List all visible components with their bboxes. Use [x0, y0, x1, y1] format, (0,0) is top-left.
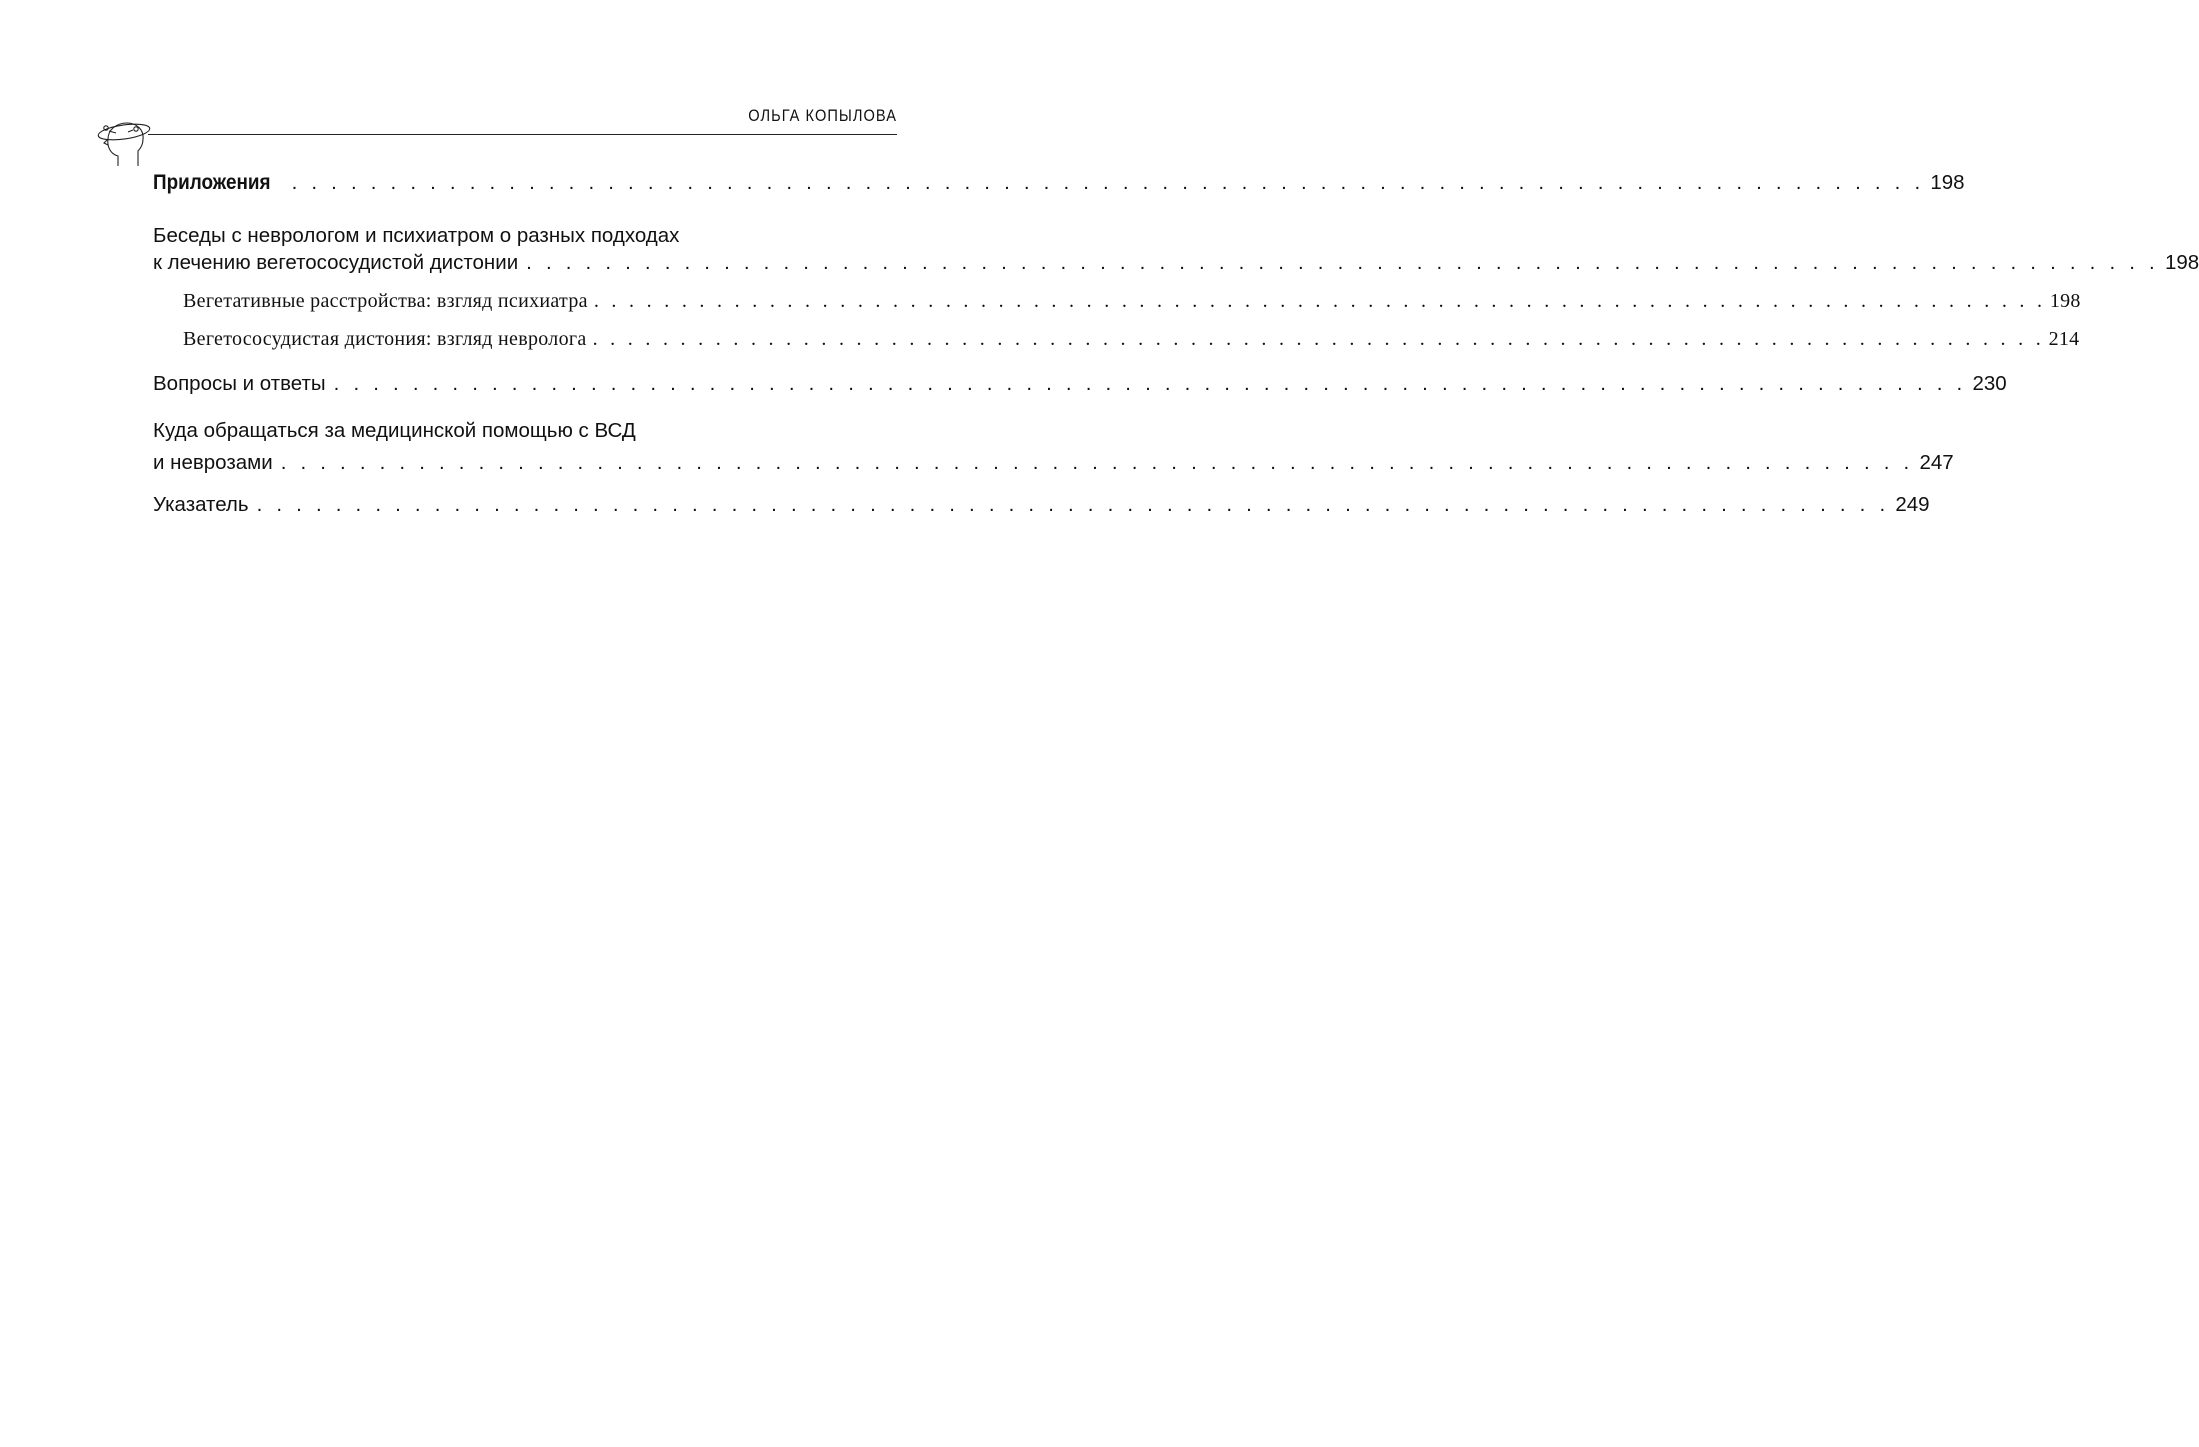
toc-entry-appendices[interactable] — [153, 171, 1965, 195]
toc-entry-index[interactable] — [153, 493, 1930, 517]
toc-entry-title: Вегетососудистая дистония: взгляд невролога — [183, 328, 587, 350]
toc-entry-title-line2: и неврозами — [153, 451, 273, 474]
header-rule — [148, 134, 897, 135]
toc-entry-title: Вегетативные расстройства: взгляд психиатра — [183, 290, 588, 312]
dot-leader: . . . . . . . . . . . . . . . . . . . . . . . . . . . . . . . . . . . . . . . . . . . . . . . . . . . . . . . . . . . . . . . . . . . . . . . . . . . . . . . . . . . — [333, 372, 1967, 395]
toc-entry-conversations[interactable] — [153, 223, 2199, 276]
toc-entry-questions[interactable] — [153, 372, 2007, 396]
toc-page-number: 198 — [1930, 171, 1965, 194]
dot-leader: . . . . . . . . . . . . . . . . . . . . . . . . . . . . . . . . . . . . . . . . . . . . . . . . . . . . . . . . . . . . . . . . . . . . . . . . . . . . . . . . . . . — [526, 251, 2159, 274]
toc-page-number: 230 — [1972, 372, 2007, 395]
head-with-orbit-icon — [96, 112, 156, 168]
toc-page-number: 214 — [2048, 328, 2080, 350]
toc-entry-where-to-go[interactable] — [153, 418, 1954, 476]
toc-entry-title: Приложения — [153, 171, 271, 194]
toc-entry-title-line1: Беседы с неврологом и психиатром о разных подходах — [153, 224, 680, 247]
toc-subentry-neurologist[interactable] — [183, 328, 2080, 351]
toc-entry-title: Указатель — [153, 493, 249, 516]
toc-entry-title: Вопросы и ответы — [153, 372, 326, 395]
dot-leader: . . . . . . . . . . . . . . . . . . . . . . . . . . . . . . . . . . . . . . . . . . . . . . . . . . . . . . . . . . . . . . . . . . . . . . . . . . . . . . . . . . . — [291, 171, 1925, 194]
dot-leader: . . . . . . . . . . . . . . . . . . . . . . . . . . . . . . . . . . . . . . . . . . . . . . . . . . . . . . . . . . . . . . . . . . . . . . . . . . . . . . . . . . . — [593, 290, 2046, 312]
dot-leader: . . . . . . . . . . . . . . . . . . . . . . . . . . . . . . . . . . . . . . . . . . . . . . . . . . . . . . . . . . . . . . . . . . . . . . . . . . . . . . . . . . . — [280, 451, 1914, 474]
toc-page-number: 198 — [2164, 251, 2199, 274]
toc-subentry-psychiatrist[interactable] — [183, 290, 2081, 313]
toc-page-number: 249 — [1895, 493, 1930, 516]
toc-page-number: 247 — [1919, 451, 1954, 474]
running-head-author: ОЛЬГА КОПЫЛОВА — [748, 106, 897, 125]
toc-page-number: 198 — [2049, 290, 2081, 312]
toc-entry-title-line1: Куда обращаться за медицинской помощью с ВСД — [153, 419, 636, 442]
toc-entry-title-line2: к лечению вегетососудистой дистонии — [153, 251, 519, 274]
dot-leader: . . . . . . . . . . . . . . . . . . . . . . . . . . . . . . . . . . . . . . . . . . . . . . . . . . . . . . . . . . . . . . . . . . . . . . . . . . . . . . . . . . . — [592, 328, 2045, 350]
dot-leader: . . . . . . . . . . . . . . . . . . . . . . . . . . . . . . . . . . . . . . . . . . . . . . . . . . . . . . . . . . . . . . . . . . . . . . . . . . . . . . . . . . . — [256, 493, 1890, 516]
